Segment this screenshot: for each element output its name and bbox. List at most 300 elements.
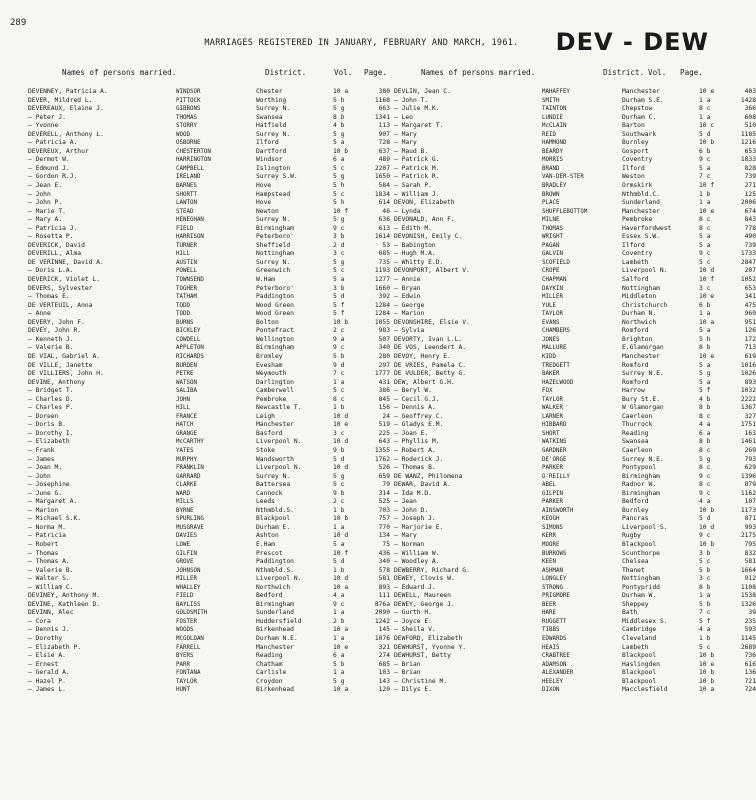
entry-spouse: SCOFIELD	[542, 259, 570, 266]
entry-page: 876a	[374, 600, 390, 608]
entry-district: Birmingham	[622, 472, 660, 480]
entry-district: Ilford	[622, 241, 645, 249]
entry-name: — Jean E.	[28, 182, 63, 190]
entry-name: — John T.	[394, 96, 429, 104]
entry-spouse: TAYLOR	[542, 396, 563, 403]
entry-name: — Charles P.	[28, 404, 74, 412]
entry-page: 1026	[740, 370, 756, 378]
entry-volume: 8 c	[333, 395, 345, 403]
entry-page: 613	[378, 224, 390, 232]
entry-district: Surrey N.	[256, 472, 291, 480]
entry-name: — Patrick R.	[394, 173, 440, 181]
entry-district: Manchester	[622, 88, 660, 95]
entry-volume: 5 g	[333, 677, 345, 685]
entry-spouse: JOHN	[176, 396, 190, 403]
entry-page: 728	[378, 139, 390, 147]
entry-district: Peterboro'	[256, 233, 294, 241]
entry-name: DEVONISH, Emily C.	[394, 233, 463, 241]
entry-volume: 5 g	[333, 130, 345, 138]
entry-volume: 1 a	[333, 609, 345, 617]
entry-page: 136	[744, 669, 756, 677]
entry-page: 1461	[740, 438, 756, 446]
entry-spouse: SPURLING	[176, 516, 204, 523]
entry-volume: 10 e	[333, 421, 349, 429]
entry-page: 1284	[374, 301, 390, 309]
entry-volume: 5 c	[333, 190, 345, 198]
entry-page: 526	[378, 464, 390, 472]
entry-name: DEWEY, Clovis W.	[394, 575, 455, 583]
entry-spouse: BROWN	[542, 191, 560, 198]
entry-district: Peterboro'	[256, 284, 294, 292]
entry-district: Sunderland	[622, 199, 660, 207]
entry-name: — Woodley A.	[394, 558, 440, 566]
entry-page: 1242	[374, 617, 390, 625]
entry-volume: 9 c	[699, 472, 711, 480]
entry-spouse: WINDSOR	[176, 89, 201, 95]
entry-name: — Dermot W.	[28, 156, 70, 164]
entry-page: 739	[744, 241, 756, 249]
entry-volume: 9 c	[333, 600, 345, 608]
entry-spouse: ABEL	[542, 482, 556, 489]
entry-page: 893	[378, 583, 390, 591]
entry-name: — Dennis A.	[394, 404, 436, 412]
entry-district: Middleton	[622, 293, 657, 301]
entry-spouse: TODD	[176, 302, 190, 309]
entry-page: 685	[378, 250, 390, 258]
entry-district: Bedford	[256, 592, 283, 600]
entry-page: 46	[382, 207, 390, 215]
entry-spouse: MURPHY	[176, 456, 197, 463]
entry-spouse: MUSGRAVE	[176, 524, 204, 531]
entry-district: W.Ham	[256, 276, 275, 284]
entry-page: 1055	[374, 318, 390, 326]
entry-name: — Edmund J.	[28, 164, 70, 172]
entry-page: 1341	[374, 113, 390, 121]
entry-name: — Ida M.D.	[394, 489, 432, 497]
entry-volume: 10 a	[699, 686, 715, 694]
entry-volume: 10 e	[699, 352, 715, 360]
entry-volume: 6 a	[333, 652, 345, 660]
index-range-label: DEV - DEW	[555, 28, 709, 56]
entry-page: 1168	[374, 96, 390, 104]
entry-spouse: HILL	[176, 405, 190, 412]
entry-district: Middlesex S.	[622, 617, 668, 625]
entry-page: 2175	[740, 532, 756, 540]
entry-name: — James	[28, 455, 55, 463]
entry-volume: 5 b	[333, 660, 345, 668]
entry-volume: 10 b	[699, 139, 715, 147]
entry-district: Liverpool N.	[622, 267, 668, 275]
entry-page: 778	[744, 224, 756, 232]
entry-volume: 5 d	[699, 515, 711, 523]
entry-volume: 5 a	[699, 233, 711, 241]
entry-district: Nottingham	[622, 284, 660, 292]
entry-name: — Kenneth J.	[28, 335, 74, 343]
entry-spouse: YULE	[542, 302, 556, 309]
entry-district: Surrey N.	[256, 258, 291, 266]
entry-spouse: PARR	[176, 661, 190, 668]
entry-district: Durham S.E.	[622, 96, 664, 104]
entry-district: Camberwell	[256, 387, 294, 395]
entry-spouse: BEARDY	[542, 148, 563, 155]
entry-name: — Hugh M.A.	[394, 250, 436, 258]
entry-name: DEVERICK, Violet L.	[28, 276, 101, 284]
entry-page: 366	[744, 105, 756, 113]
entry-spouse: JOHNSON	[176, 567, 201, 574]
entry-name: — Josephine	[28, 481, 70, 489]
entry-page: 713	[744, 344, 756, 352]
entry-page: 685	[378, 660, 390, 668]
entry-page: 1538	[740, 592, 756, 600]
entry-district: Harrow	[622, 387, 645, 395]
entry-name: DE VIAL, Gabriel A.	[28, 352, 101, 360]
entry-volume: 10 b	[699, 652, 715, 660]
entry-name: DEWELL, Maureen	[394, 592, 451, 600]
entry-name: — Robert A.	[394, 446, 436, 454]
entry-district: Blackpool	[256, 515, 291, 523]
entry-name: DE VERTEUIL, Anna	[28, 301, 93, 309]
entry-page: 327	[744, 412, 756, 420]
entry-district: Bury St.E.	[622, 395, 660, 403]
entry-volume: 8 c	[699, 216, 711, 224]
entry-name: — Norman	[394, 540, 425, 548]
entry-volume: 3 c	[333, 250, 345, 258]
entry-district: Pembroke	[622, 216, 653, 224]
entry-district: Southwark	[622, 130, 657, 138]
entry-name: — Doris L.A.	[28, 267, 74, 275]
entry-volume: 5 g	[333, 173, 345, 181]
entry-district: Weston	[622, 173, 645, 181]
entry-district: Pontypool	[622, 464, 657, 472]
entry-volume: 8 c	[699, 464, 711, 472]
entry-district: Surrey N.E.	[622, 370, 664, 378]
entry-district: Wood Green	[256, 310, 294, 318]
entry-spouse: FOSTER	[176, 618, 197, 625]
entry-name: — Robert	[28, 540, 59, 548]
entry-district: Basford	[256, 429, 283, 437]
entry-district: Paddington	[256, 293, 294, 301]
entry-page: 2689	[740, 643, 756, 651]
entry-spouse: CROPE	[542, 268, 560, 275]
entry-spouse: SIMONS	[542, 524, 563, 531]
entry-volume: 4 a	[699, 626, 711, 634]
entry-volume: 10 a	[333, 88, 349, 95]
entry-district: Chepstow	[622, 105, 653, 113]
entry-spouse: CAMPBELL	[176, 165, 204, 172]
page-title: MARRIAGES REGISTERED IN JANUARY, FEBRUARY AND MARCH, 1961.	[204, 38, 519, 48]
entry-spouse: WHALLEY	[176, 584, 201, 591]
entry-page: 143	[378, 677, 390, 685]
entry-spouse: FARRELL	[176, 644, 201, 651]
entry-volume: 1 a	[333, 635, 345, 642]
entry-district: Gosport	[622, 147, 649, 155]
entry-district: Liverpool S.	[622, 523, 668, 531]
entry-name: DEW, Albert G.H.	[394, 378, 455, 386]
entry-name: DEVONALD, Ann F.	[394, 216, 455, 224]
entry-district: Coventry	[622, 156, 653, 164]
entry-spouse: CHAPMAN	[542, 277, 567, 284]
entry-district: Radnor W.	[622, 481, 657, 489]
entry-page: 703	[378, 506, 390, 514]
entry-spouse: ASHMAN	[542, 567, 563, 574]
entry-volume: 5 a	[699, 378, 711, 386]
entry-name: DE VILLIERS, John H.	[28, 370, 104, 378]
right-header-vol: Vol.	[648, 68, 667, 77]
entry-volume: 10 e	[333, 643, 349, 651]
entry-volume: 10 d	[699, 523, 715, 531]
entry-spouse: PETRE	[176, 371, 194, 378]
entry-name: — Thomas A.	[28, 558, 70, 566]
entry-spouse: ALEXANDER	[542, 670, 574, 677]
entry-page: 79	[382, 481, 390, 489]
entry-name: DEVINE, Kathleen D.	[28, 600, 101, 608]
entry-name: — Edith M.	[394, 224, 432, 232]
entry-district: Chatham	[256, 660, 283, 668]
entry-name: DEWAR, David A.	[394, 481, 451, 489]
entry-page: 907	[378, 130, 390, 138]
entry-spouse: GOLDSMITH	[176, 610, 208, 617]
entry-spouse: EDWARDS	[542, 636, 567, 642]
entry-name: DE VERINNE, David A.	[28, 258, 104, 266]
entry-district: Northwich	[622, 318, 657, 326]
entry-spouse: TAYLOR	[542, 311, 563, 318]
entry-name: — Bryan	[394, 284, 421, 292]
entry-spouse: AUSTIN	[176, 259, 197, 266]
entry-page: 1162	[740, 489, 756, 497]
entry-district: Newcastle T.	[256, 404, 302, 412]
entry-name: DEVON, Elizabeth	[394, 199, 455, 207]
entry-page: 581	[378, 575, 390, 583]
entry-volume: 1 a	[699, 199, 711, 207]
entry-volume: 5 a	[333, 139, 345, 147]
entry-name: — Patrick M.	[394, 164, 440, 172]
entry-spouse: BURROWS	[542, 550, 567, 557]
entry-volume: 8 c	[699, 446, 711, 454]
entry-district: Stoke	[256, 446, 275, 454]
entry-name: — John	[28, 190, 51, 198]
entry-volume: 5 a	[699, 327, 711, 335]
entry-name: — Anne	[28, 310, 51, 318]
entry-spouse: MAHAFFEY	[542, 89, 570, 95]
entry-district: Dartford	[256, 147, 287, 155]
entry-spouse: KEOGH	[542, 516, 560, 523]
entry-district: Manchester	[256, 421, 294, 429]
entry-volume: 10 d	[333, 532, 349, 540]
entry-volume: 8 c	[699, 481, 711, 489]
entry-spouse: PLACE	[542, 200, 560, 207]
entry-name: — Edward J.	[394, 583, 436, 591]
left-header-vol: Vol.	[334, 68, 353, 77]
entry-volume: 10 f	[333, 207, 349, 215]
entry-name: DE WANZ, Philomena	[394, 472, 463, 480]
entry-name: — Jean	[394, 498, 417, 506]
entry-name: — Gerald A.	[28, 669, 70, 677]
entry-page: 340	[378, 558, 390, 566]
entry-volume: 10 a	[699, 318, 715, 326]
entry-volume: 9 c	[699, 250, 711, 258]
entry-page: 659	[378, 472, 390, 480]
entry-district: Swansea	[622, 438, 649, 446]
entry-spouse: LONGLEY	[542, 576, 567, 583]
entry-page: 1145	[740, 635, 756, 642]
entry-volume: 10 e	[699, 88, 715, 95]
entry-volume: 4 a	[333, 592, 345, 600]
entry-volume: 9 b	[333, 446, 345, 454]
entry-name: — Patricia J.	[28, 224, 78, 232]
entry-volume: 2 c	[333, 498, 345, 506]
entry-spouse: HEELEY	[542, 678, 563, 685]
entry-page: 1193	[374, 267, 390, 275]
entry-spouse: CHESTERTON	[176, 148, 211, 155]
entry-spouse: OSBORNE	[176, 140, 201, 147]
entry-name: — Maud B.	[394, 147, 429, 155]
entry-district: Durham N.E.	[256, 635, 298, 642]
entry-district: Nthmbld.S.	[256, 506, 294, 514]
entry-spouse: ADAMSON	[542, 661, 567, 668]
entry-name: — Cora	[28, 617, 51, 625]
entry-page: 619	[744, 352, 756, 360]
entry-spouse: HUNT	[176, 687, 190, 694]
entry-district: Caerleon	[622, 446, 653, 454]
entry-spouse: GIBBONS	[176, 106, 201, 113]
entry-page: 951	[744, 318, 756, 326]
entry-name: — Dorothy I.	[28, 429, 74, 437]
entry-page: 871	[744, 515, 756, 523]
entry-page: 636	[378, 216, 390, 224]
entry-name: — Dorothy	[28, 635, 63, 642]
entry-name: DEVENNEY, Patricia A.	[28, 88, 108, 95]
entry-page: 643	[378, 438, 390, 446]
entry-spouse: STRONG	[542, 584, 563, 591]
entry-district: Ilford	[256, 139, 279, 147]
entry-spouse: GARDNER	[542, 447, 567, 454]
entry-district: Hove	[256, 182, 272, 190]
entry-name: — John	[28, 472, 51, 480]
entry-district: Birmingham	[622, 489, 660, 497]
right-header-page: Page.	[680, 68, 703, 77]
entry-volume: 10 e	[699, 207, 715, 215]
entry-district: Romford	[622, 327, 649, 335]
entry-volume: 5 g	[333, 258, 345, 266]
entry-volume: 10 d	[699, 267, 715, 275]
entry-page: 297	[378, 361, 390, 369]
entry-page: 843	[744, 216, 756, 224]
entry-name: DEVONPORT, Albert V.	[394, 267, 470, 275]
entry-spouse: HARE	[542, 610, 556, 617]
entry-volume: 2 c	[333, 327, 345, 335]
entry-district: Worthing	[256, 96, 287, 104]
entry-spouse: COWDELL	[176, 336, 201, 343]
entry-district: Reading	[622, 429, 649, 437]
entry-page: 578	[378, 566, 390, 574]
entry-name: — Marie T.	[28, 207, 66, 215]
entry-spouse: O'REILLY	[542, 473, 570, 480]
entry-district: Hatfield	[256, 122, 287, 130]
entry-district: Manchester	[256, 643, 294, 651]
entry-name: DEVEREAUX, Elaine J.	[28, 105, 104, 113]
entry-page: 736	[744, 652, 756, 660]
entry-name: — Sheila V.	[394, 626, 436, 634]
entry-page: 1277	[374, 276, 390, 284]
entry-spouse: GILPIN	[542, 490, 563, 497]
entry-district: Blackpool	[622, 677, 657, 685]
entry-district: Lambeth	[622, 258, 649, 266]
entry-volume: 9 c	[699, 156, 711, 164]
entry-page: 2207	[374, 164, 390, 172]
entry-page: 1650	[374, 173, 390, 181]
entry-name: — Michael S.K.	[28, 515, 82, 523]
entry-spouse: MILNE	[542, 217, 560, 224]
entry-volume: 1 b	[333, 506, 345, 514]
entry-name: — Joan M.	[28, 464, 63, 472]
entry-spouse: REID	[542, 131, 556, 138]
entry-spouse: SHORTT	[176, 191, 197, 198]
entry-district: Bedford	[622, 498, 649, 506]
entry-volume: 7 c	[699, 173, 711, 181]
entry-spouse: HARRISON	[176, 234, 204, 241]
entry-district: Surrey N.E.	[622, 455, 664, 463]
entry-page: 380	[378, 88, 390, 95]
entry-spouse: GILFIN	[176, 550, 197, 557]
entry-page: 235	[744, 617, 756, 625]
entry-volume: 10 f	[333, 549, 349, 557]
entry-page: 392	[378, 293, 390, 301]
entry-name: DEVER, Mildred L.	[28, 96, 93, 104]
entry-district: Burnley	[622, 139, 649, 147]
entry-page: 2006	[740, 199, 756, 207]
entry-spouse: CHAMBERS	[542, 328, 570, 335]
entry-district: Thurrock	[622, 421, 653, 429]
entry-district: Romford	[622, 378, 649, 386]
entry-page: 431	[378, 378, 390, 386]
entry-name: DEWHURST, Betty	[394, 652, 451, 660]
entry-spouse: FIELD	[176, 593, 194, 600]
entry-spouse: TAYLOR	[176, 678, 197, 685]
entry-name: — Lynda	[394, 207, 421, 215]
entry-volume: 4 b	[699, 395, 711, 403]
entry-page: 525	[378, 498, 390, 506]
entry-spouse: CRABTREE	[542, 653, 570, 660]
entry-volume: 8 b	[699, 438, 711, 446]
entry-spouse: HAZELWOOD	[542, 379, 574, 386]
entry-spouse: TIBBS	[542, 627, 560, 634]
entry-name: — Gordon R.J.	[28, 173, 78, 181]
entry-page: 593	[744, 626, 756, 634]
entry-page: 912	[744, 575, 756, 583]
entry-spouse: GRANGE	[176, 430, 197, 437]
entry-name: — Peter J.	[28, 113, 66, 121]
entry-name: — Roderick J.	[394, 455, 444, 463]
entry-page: 1284	[374, 310, 390, 318]
entry-volume: 1 b	[699, 190, 711, 198]
entry-page: 490	[744, 233, 756, 241]
entry-spouse: GROVE	[176, 559, 194, 566]
entry-page: 126	[744, 327, 756, 335]
entry-volume: 4 a	[699, 421, 711, 429]
entry-district: Leigh	[256, 412, 275, 420]
entry-name: — Yvonne	[28, 122, 59, 130]
entry-district: Surrey S.W.	[256, 173, 298, 181]
entry-spouse: BICKLEY	[176, 328, 201, 335]
entry-volume: 1 a	[333, 523, 345, 531]
entry-district: Croydon	[256, 677, 283, 685]
entry-name: — John D.	[394, 506, 429, 514]
entry-volume: 1 a	[699, 113, 711, 121]
entry-page: 584	[378, 182, 390, 190]
entry-district: Greenwich	[256, 267, 291, 275]
entry-name: DEVERELL, Anthony L.	[28, 130, 104, 138]
left-header-names: Names of persons married.	[62, 68, 177, 77]
